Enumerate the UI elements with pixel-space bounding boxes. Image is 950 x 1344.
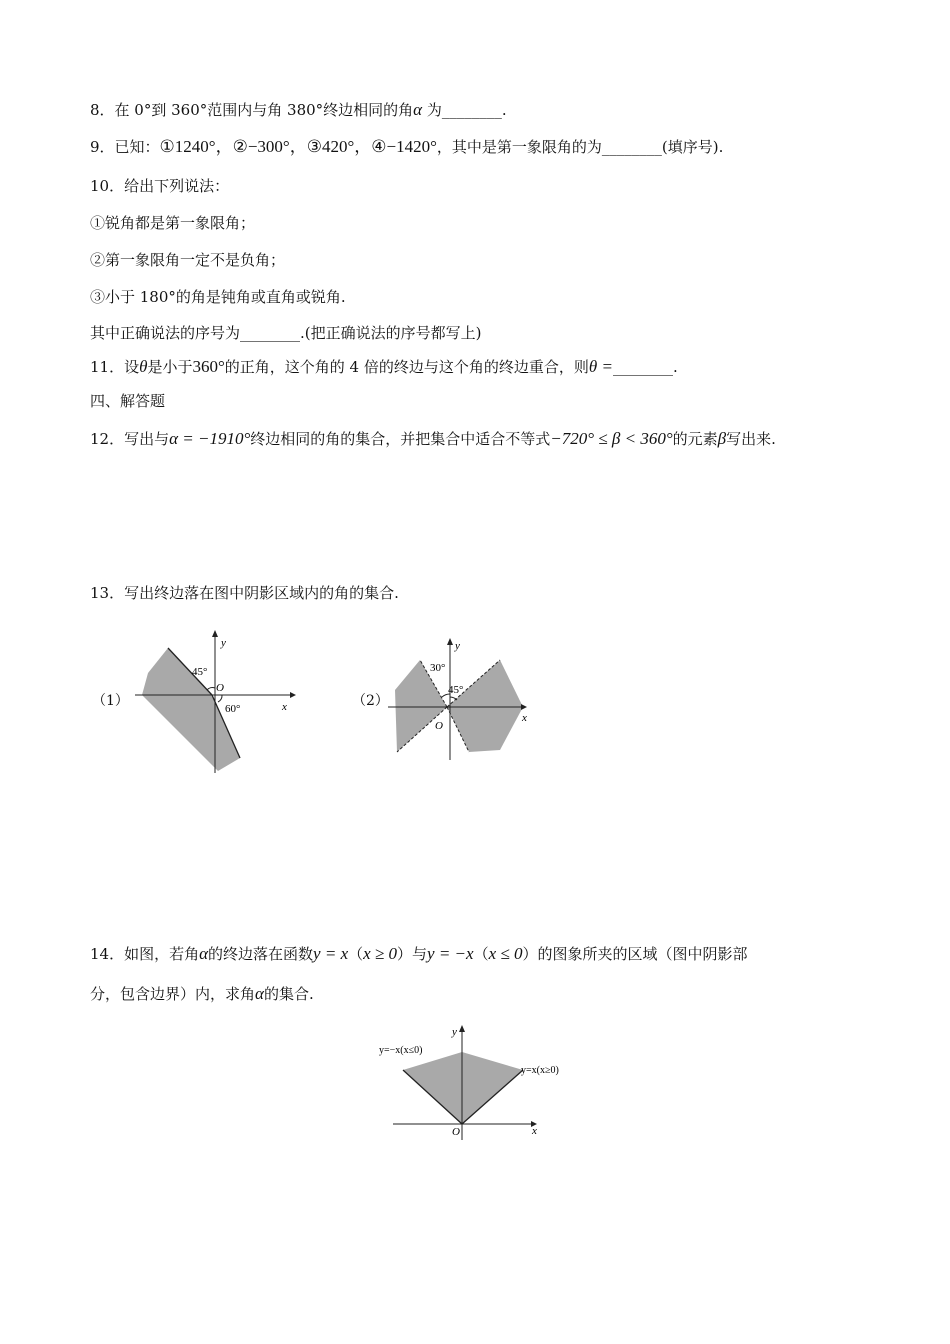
q12-d: 写出来. (726, 430, 776, 448)
q14-function-1: y = x (313, 944, 349, 963)
q14-condition-2: x ≤ 0 (488, 944, 523, 963)
statement-2: ②第一象限角一定不是负角； (90, 251, 286, 269)
fig2-x-arrow (521, 704, 527, 710)
q14-line2a: 分，包含边界）内，求角 (90, 985, 256, 1003)
q11-360: 360° (192, 357, 225, 376)
figure-2-svg (385, 635, 535, 765)
fig2-x-label: x (522, 712, 527, 724)
q14-c4: ）的图象所夹的区域（图中阴影部 (522, 945, 748, 963)
q14-b: 的终边落在函数 (208, 945, 314, 963)
fig1-angle-60: 60° (225, 703, 241, 715)
fig1-x-arrow (290, 692, 296, 698)
q9-head: 9．已知： (90, 138, 160, 156)
q8-text: 8．在 0°到 360°范围内与角 380°终边相同的角 (90, 101, 414, 119)
fig1-arc-60 (218, 695, 222, 702)
fig1-origin-label: O (216, 682, 224, 694)
q12-a: 12．写出与 (90, 430, 170, 448)
fig3-shade (403, 1052, 523, 1124)
question-10-ask: 其中正确说法的序号为________.(把正确说法的序号都写上) (90, 324, 482, 342)
fig2-origin-label: O (435, 720, 443, 732)
q12-c: 的元素 (672, 430, 718, 448)
question-9 (90, 137, 723, 157)
q14-a: 14．如图，若角 (90, 945, 200, 963)
q9-tail: ，其中是第一象限角的为________(填序号). (436, 138, 724, 156)
alpha-symbol-2: α (199, 944, 209, 963)
q14-line2b: 的集合. (263, 985, 314, 1003)
fig2-angle-45: 45° (448, 684, 464, 696)
theta-symbol: θ (139, 357, 148, 376)
fig1-x-label: x (282, 701, 287, 713)
question-10: 10．给出下列说法： (90, 177, 230, 195)
alpha-symbol: α (413, 100, 423, 119)
theta-equals: θ = (588, 357, 613, 376)
fig3-y-label: y (452, 1026, 457, 1038)
q14-c2: ）与 (397, 945, 428, 963)
fig2-angle-30: 30° (430, 662, 446, 674)
question-8 (90, 100, 507, 120)
statement-3: ③小于 180°的角是钝角或直角或锐角. (90, 288, 346, 306)
question-11 (90, 357, 678, 377)
fig1-arc-45 (207, 687, 215, 690)
figure-3-svg (375, 1022, 585, 1147)
section-heading: 四、解答题 (90, 392, 166, 410)
alpha-symbol-3: α (255, 984, 264, 1003)
question-14-line-2 (90, 984, 314, 1004)
fig1-angle-45: 45° (192, 666, 208, 678)
fig1-y-arrow (212, 630, 218, 637)
beta-symbol: β (717, 429, 727, 448)
figure-2 (385, 635, 535, 765)
figure-3 (375, 1022, 585, 1147)
question-12 (90, 429, 776, 449)
question-13: 13．写出终边落在图中阴影区域内的角的集合. (90, 584, 399, 602)
q12-b: 终边相同的角的集合，并把集合中适合不等式 (250, 430, 551, 448)
q8-tail: 为________. (422, 101, 507, 119)
fig3-origin-label: O (452, 1126, 460, 1138)
figure-1 (130, 628, 300, 778)
statement-1: ①锐角都是第一象限角； (90, 214, 256, 232)
fig3-right-function: y=x(x≥0) (521, 1065, 559, 1076)
q12-expression: α = −1910° (169, 429, 251, 448)
figure-1-svg (130, 628, 300, 778)
q14-function-2: y = −x (427, 944, 474, 963)
figure-1-label: （1） (92, 693, 129, 709)
fig2-y-label: y (455, 640, 460, 652)
q11-a: 11．设 (90, 358, 140, 376)
fig2-arc-45 (450, 697, 457, 700)
q12-inequality: −720° ≤ β < 360° (550, 429, 673, 448)
q14-c1: （ (348, 945, 364, 963)
figure-2-label: （2） (352, 693, 389, 709)
q11-c: 的正角，这个角的 4 倍的终边与这个角的终边重合，则 (224, 358, 589, 376)
fig3-x-label: x (532, 1125, 537, 1137)
q11-b: 是小于 (147, 358, 193, 376)
q14-c3: （ (473, 945, 489, 963)
q9-items: ①1240°，②−300°，③420°，④−1420° (159, 137, 437, 156)
fig2-y-arrow (447, 638, 453, 645)
q14-condition-1: x ≥ 0 (363, 944, 398, 963)
fig3-y-arrow (459, 1025, 465, 1032)
question-14 (90, 944, 748, 964)
fig3-left-function: y=−x(x≤0) (379, 1045, 423, 1056)
q11-d: ________. (612, 358, 678, 376)
fig1-y-label: y (221, 637, 226, 649)
